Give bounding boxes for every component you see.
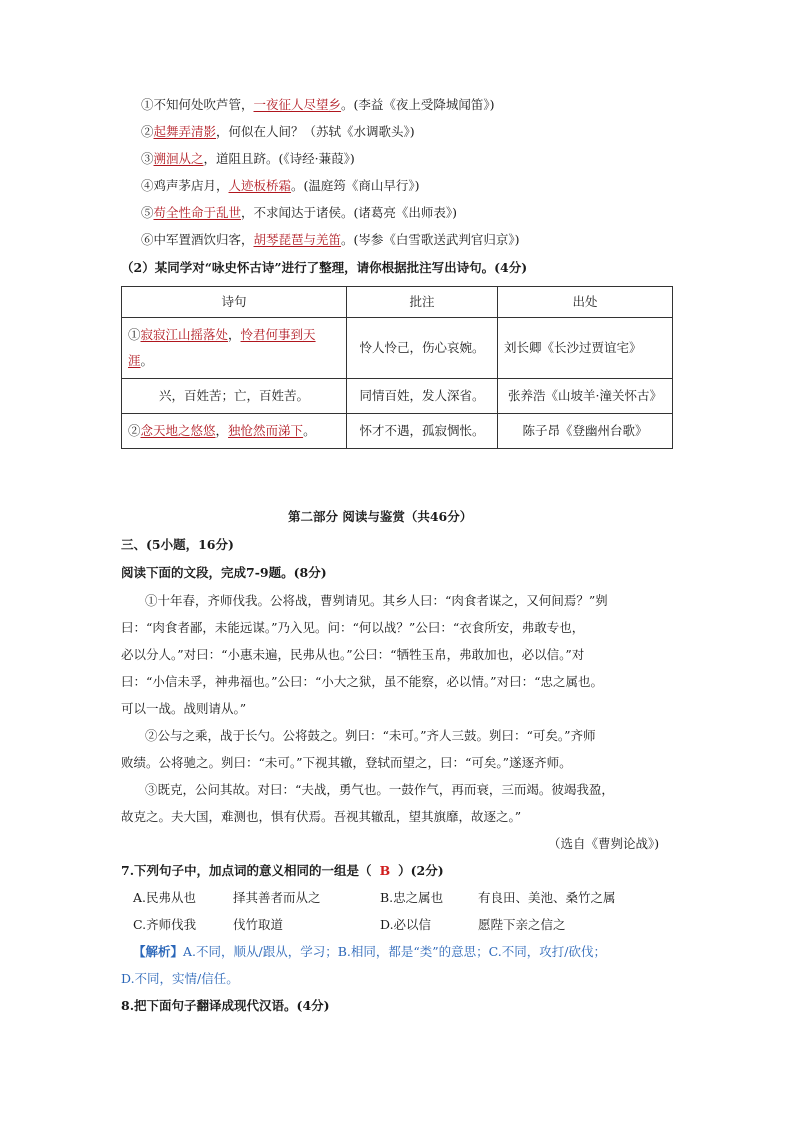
poem-table (121, 286, 673, 449)
option-b1: B.忠之属也 (380, 890, 444, 905)
analysis-label: 【解析】 (133, 944, 184, 959)
table-header-note: 批注 (347, 287, 498, 318)
answer-text: 人迹板桥霜 (228, 178, 292, 193)
option-c1: C.齐师伐我 (133, 917, 197, 932)
answer-text: 一夜征人尽望乡 (253, 97, 342, 112)
table-cell-source: 张养浩《山坡羊·潼关怀古》 (498, 379, 673, 414)
table-cell-poem: ①寂寂江山摇落处，怜君何事到天涯。 (122, 318, 347, 379)
table-row (122, 318, 673, 379)
answer-text: 寂寂江山摇落处 (140, 327, 229, 342)
answer-line-5: ⑤苟全性命于乱世，不求闻达于诸侯。(诸葛亮《出师表》) (141, 205, 458, 220)
passage-line: 曰：“肉食者鄙，未能远谋。”乃入见。问：“何以战？”公曰：“衣食所安，弗敢专也， (121, 620, 585, 635)
table-row (122, 414, 673, 449)
table-row (122, 379, 673, 414)
table-cell-source: 刘长卿《长沙过贾谊宅》 (498, 318, 673, 379)
table-cell-poem: 兴，百姓苦；亡，百姓苦。 (122, 379, 347, 414)
table-header-source: 出处 (498, 287, 673, 318)
analysis-line-2: D.不同，实情/信任。 (121, 971, 239, 986)
table-cell-source: 陈子昂《登幽州台歌》 (498, 414, 673, 449)
answer-text: 苟全性命于乱世 (153, 205, 242, 220)
table-cell-note: 同情百姓，发人深省。 (347, 379, 498, 414)
answer-text: 念天地之悠悠 (140, 423, 216, 438)
passage-line: 可以一战。战则请从。” (121, 701, 247, 716)
answer-line-3: ③溯洄从之，道阻且跻。(《诗经·蒹葭》) (141, 151, 355, 166)
passage-line: 必以分人。”对曰：“小惠未遍，民弗从也。”公曰：“牺牲玉帛，弗敢加也，必以信。”对 (121, 647, 585, 662)
question-2-title: （2）某同学对“咏史怀古诗”进行了整理，请你根据批注写出诗句。(4分) (121, 260, 528, 275)
source-note: （选自《曹刿论战》) (548, 836, 660, 851)
answer-text: 独怆然而涕下 (228, 423, 304, 438)
passage-line: 故克之。夫大国，难测也，惧有伏焉。吾视其辙乱，望其旗靡，故逐之。” (121, 809, 522, 824)
option-b2: 有良田、美池、桑竹之属 (478, 890, 616, 905)
answer-choice: B (379, 863, 391, 878)
passage-line: 曰：“小信未孚，神弗福也。”公曰：“小大之狱，虽不能察，必以情。”对曰：“忠之属也。 (121, 674, 603, 689)
answer-line-4: ④鸡声茅店月，人迹板桥霜。(温庭筠《商山早行》) (141, 178, 420, 193)
option-a1: A.民弗从也 (133, 890, 197, 905)
option-a2: 择其善者而从之 (233, 890, 321, 905)
option-d1: D.必以信 (380, 917, 432, 932)
answer-line-1: ①不知何处吹芦管，一夜征人尽望乡。(李益《夜上受降城闻笛》) (141, 97, 495, 112)
answer-line-2: ②起舞弄清影，何似在人间？（苏轼《水调歌头》) (141, 124, 415, 139)
option-d2: 愿陛下亲之信之 (478, 917, 566, 932)
passage-line: 败绩。公将驰之。刿曰：“未可。”下视其辙，登轼而望之，曰：“可矣。”遂逐齐师。 (121, 755, 572, 770)
reading-instruction: 阅读下面的文段，完成7-9题。(8分) (121, 565, 327, 580)
table-cell-poem: ②念天地之悠悠，独怆然而涕下。 (122, 414, 347, 449)
question-8: 8.把下面句子翻译成现代汉语。(4分) (121, 998, 330, 1013)
part-2-title: 第二部分 阅读与鉴赏（共46分） (288, 509, 473, 524)
passage-line: ③既克，公问其故。对曰：“夫战，勇气也。一鼓作气，再而衰，三而竭。彼竭我盈， (145, 782, 614, 797)
answer-text: 起舞弄清影 (153, 124, 217, 139)
section-3-title: 三、(5小题，16分) (121, 537, 234, 552)
answer-text: 怜君何事到天涯 (128, 327, 316, 368)
table-cell-note: 怜人怜己，伤心哀婉。 (347, 318, 498, 379)
option-c2: 伐竹取道 (233, 917, 284, 932)
answer-text: 胡琴琵琶与羌笛 (253, 232, 342, 247)
passage-line: ②公与之乘，战于长勺。公将鼓之。刿曰：“未可。”齐人三鼓。刿曰：“可矣。”齐师 (145, 728, 596, 743)
passage-line: ①十年春，齐师伐我。公将战，曹刿请见。其乡人曰：“肉食者谋之，又何间焉？”刿 (145, 593, 608, 608)
table-cell-note: 怀才不遇，孤寂惆怅。 (347, 414, 498, 449)
analysis-line-1: 【解析】A.不同，顺从/跟从，学习；B.相同，都是“类”的意思；C.不同，攻打/砍伐； (133, 944, 606, 959)
table-header-poem: 诗句 (122, 287, 347, 318)
answer-line-6: ⑥中军置酒饮归客，胡琴琵琶与羌笛。(岑参《白雪歌送武判官归京》) (141, 232, 520, 247)
question-7: 7.下列句子中，加点词的意义相同的一组是（ B ）(2分) (121, 863, 444, 878)
answer-text: 溯洄从之 (153, 151, 204, 166)
